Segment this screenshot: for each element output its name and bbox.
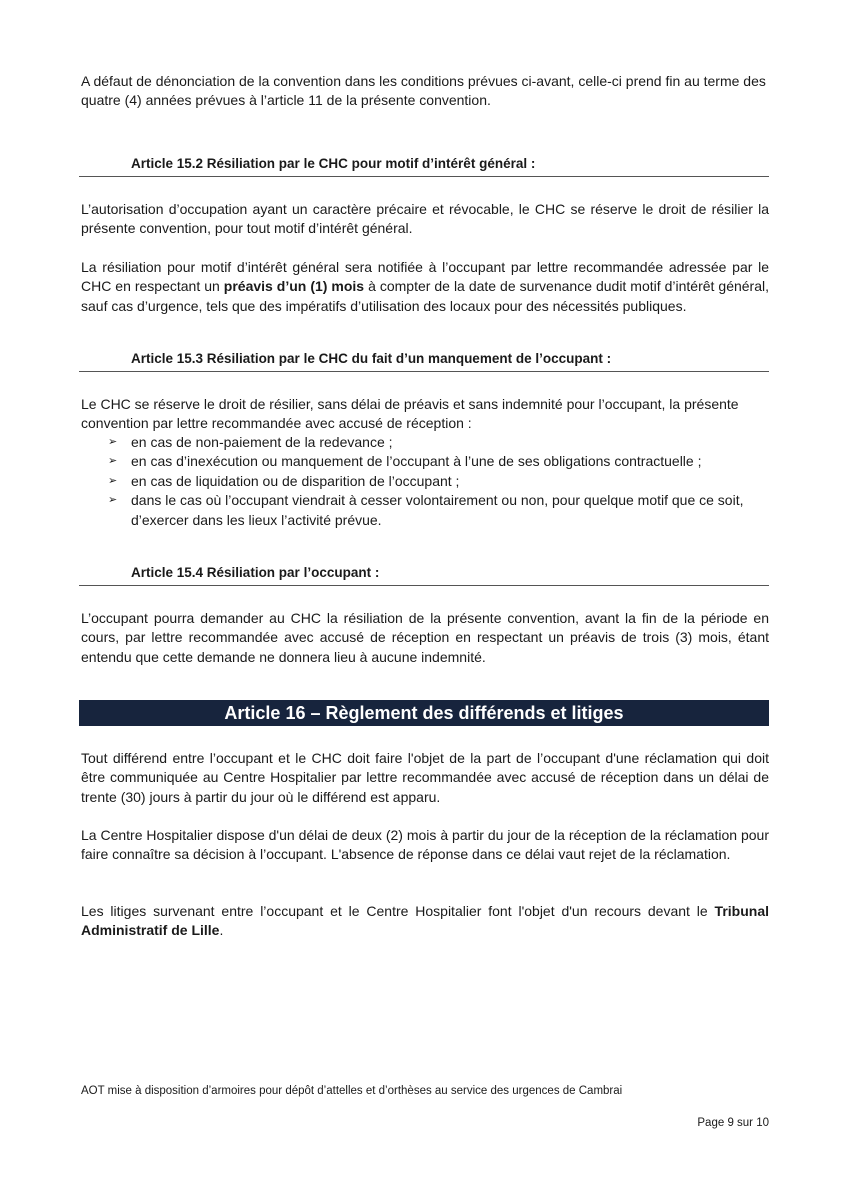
paragraph-15-4: L’occupant pourra demander au CHC la résiliation de la présente convention, avant la fin de la période en cours, par lettre recommandée avec accusé de réception en respectant un préavis de trois (3) mois, étant entendu que cette demande ne donnera lieu à aucune indemnité.: [81, 610, 769, 665]
paragraph-intro: A défaut de dénonciation de la convention dans les conditions prévues ci-avant, celle-ci prend fin au terme des quatre (4) années prévues à l’article 11 de la présente convention.: [81, 73, 766, 109]
paragraph-16-a: Tout différend entre l’occupant et le CHC doit faire l'objet de la part de l’occupant d'une réclamation qui doit être communiquée au Centre Hospitalier par lettre recommandée avec accusé de réception dans un délai de trente (30) jours à partir du jour où le différend est apparu.: [81, 750, 769, 805]
heading-article-15-2: [79, 154, 769, 177]
paragraph-16-c-bold: Tribunal Administratif de Lille: [81, 903, 769, 939]
bullet-list: [81, 433, 769, 530]
heading-article-15-3-text: Article 15.3 Résiliation par le CHC du fait d’un manquement de l’occupant :: [131, 351, 612, 366]
paragraph-16-c: [81, 902, 769, 941]
arrow-bullet-icon: ➢: [108, 494, 118, 507]
list-item-text: dans le cas où l’occupant viendrait à cesser volontairement ou non, pour quelque motif que ce soit, d’exercer dans les lieux l’activité prévue.: [131, 492, 744, 528]
list-item-text: en cas d’inexécution ou manquement de l’occupant à l’une de ses obligations contractuelle ;: [131, 453, 702, 470]
paragraph-15-2-b-start: La résiliation pour motif d’intérêt général sera notifiée à l’occupant par lettre recommandée adressée par le CHC en respectant un: [81, 259, 769, 295]
list-item-text: en cas de non-paiement de la redevance ;: [131, 434, 393, 450]
paragraph-15-2-a: L’autorisation d’occupation ayant un caractère précaire et révocable, le CHC se réserve le droit de résilier la présente convention, pour tout motif d’intérêt général.: [81, 201, 769, 237]
list-item-text: en cas de liquidation ou de disparition de l’occupant ;: [131, 472, 460, 489]
paragraph-15-2-b: [81, 258, 769, 316]
list-item: [81, 491, 769, 530]
arrow-bullet-icon: ➢: [108, 474, 118, 487]
list-item: [81, 472, 769, 491]
paragraph-15-2-b-bold: préavis d’un (1) mois: [223, 278, 365, 295]
heading-article-15-3: [79, 349, 769, 372]
paragraph-15-3: Le CHC se réserve le droit de résilier, sans délai de préavis et sans indemnité pour l’occupant, la présente convention par lettre recommandée avec accusé de réception :: [81, 396, 739, 432]
heading-article-15-2-text: Article 15.2 Résiliation par le CHC pour motif d’intérêt général :: [131, 156, 536, 171]
list-item: [81, 433, 769, 452]
article-16-banner: [79, 700, 769, 726]
footer-text: AOT mise à disposition d’armoires pour dépôt d’attelles et d’orthèses au service des urgences de Cambrai: [81, 1085, 623, 1097]
paragraph-16-c-start: Les litiges survenant entre l’occupant et le Centre Hospitalier font l'objet d'un recours devant le: [81, 903, 715, 919]
heading-article-15-4-text: Article 15.4 Résiliation par l’occupant :: [131, 565, 380, 580]
heading-article-15-4: [79, 563, 769, 586]
paragraph-15-2-b-end: à compter de la date de survenance dudit motif d’intérêt général, sauf cas d’urgence, tels que des impératifs d’utilisation des locaux pour des nécessités publiques.: [81, 278, 769, 314]
list-item: [81, 452, 769, 471]
arrow-bullet-icon: ➢: [108, 455, 118, 468]
article-16-title: Article 16 – Règlement des différends et litiges: [224, 703, 624, 723]
page-number: Page 9 sur 10: [697, 1117, 769, 1129]
arrow-bullet-icon: ➢: [108, 436, 118, 448]
paragraph-16-c-end: .: [219, 922, 224, 939]
paragraph-16-b: La Centre Hospitalier dispose d'un délai de deux (2) mois à partir du jour de la réception de la réclamation pour faire connaître sa décision à l’occupant. L'absence de réponse dans ce délai vaut rejet de la réclamation.: [81, 827, 769, 863]
